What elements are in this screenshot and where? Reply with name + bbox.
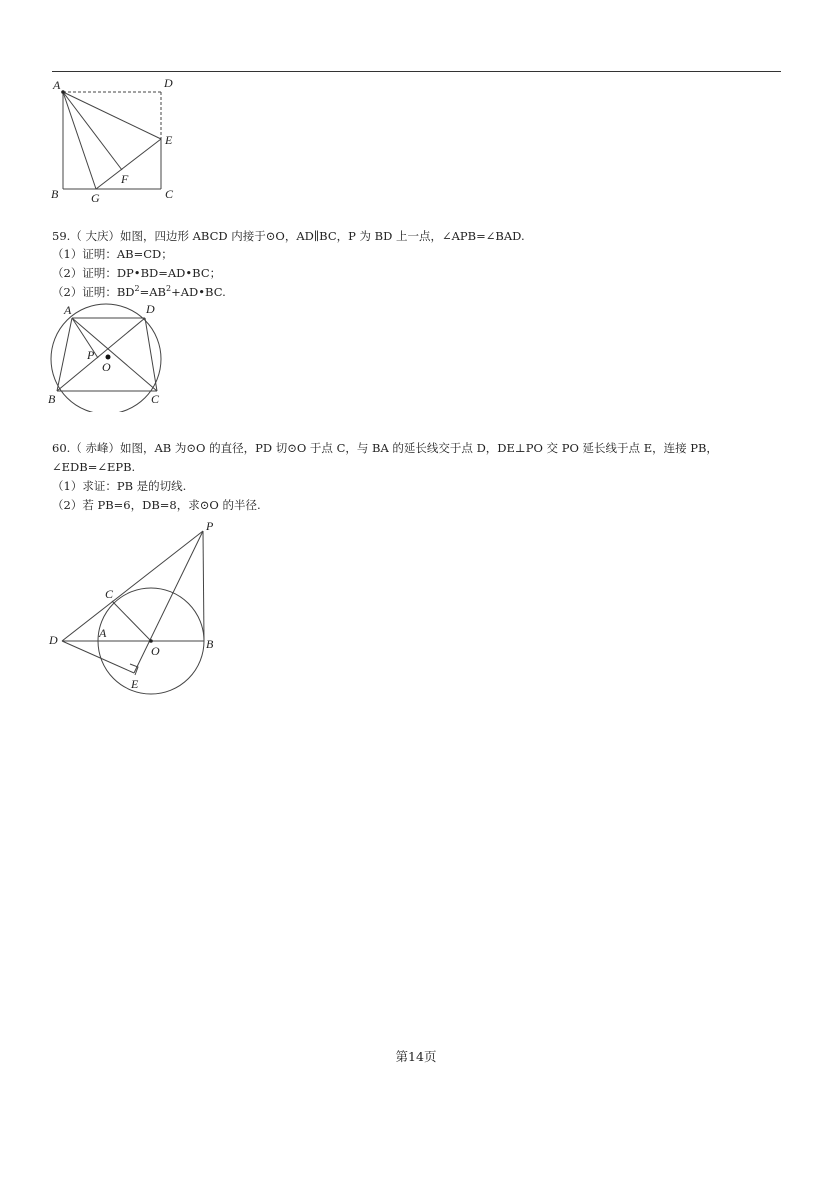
segment-DP xyxy=(62,531,203,641)
problem-60-number: 60. xyxy=(52,441,71,455)
label-F: F xyxy=(121,172,129,186)
q3-text-part1: 证明：BD xyxy=(82,285,135,299)
label-P: P xyxy=(87,348,95,362)
segment-AC xyxy=(72,318,157,391)
label-A: A xyxy=(99,626,107,640)
figure-58-square xyxy=(48,76,188,206)
label-A: A xyxy=(53,78,61,92)
point-A-dot xyxy=(61,90,65,94)
label-C: C xyxy=(151,392,160,406)
label-B: B xyxy=(206,637,214,651)
problem-60-q2 xyxy=(52,498,261,513)
segment-PB xyxy=(203,531,204,641)
label-D: D xyxy=(164,76,173,90)
segment-AF xyxy=(63,92,122,170)
label-D: D xyxy=(146,302,155,316)
problem-59-q1 xyxy=(52,247,173,262)
q3-number: （2） xyxy=(52,285,83,299)
problem-59-q3 xyxy=(52,285,226,300)
q3-exponent-2: 2 xyxy=(166,284,172,293)
q3-exponent-1: 2 xyxy=(134,284,140,293)
q2-text: 证明：DP•BD=AD•BC； xyxy=(82,266,222,280)
segment-DC xyxy=(145,318,157,391)
q2-number: （2） xyxy=(52,266,83,280)
label-C: C xyxy=(105,587,114,601)
label-C: C xyxy=(165,187,174,201)
q1-text: 证明：AB=CD； xyxy=(82,247,173,261)
label-O: O xyxy=(151,644,160,658)
q2-text: 若 PB=6，DB=8，求⊙O 的半径. xyxy=(82,498,261,512)
problem-60-stem-line2 xyxy=(52,460,135,475)
q2-number: （2） xyxy=(52,498,83,512)
segment-PE xyxy=(134,531,203,673)
label-E: E xyxy=(165,133,173,147)
problem-59-statement: 如图，四边形 ABCD 内接于⊙O，AD∥BC，P 为 BD 上一点，∠APB=∠BAD. xyxy=(119,229,525,243)
segment-GE xyxy=(96,139,161,189)
center-O-dot xyxy=(149,639,153,643)
problem-59-stem xyxy=(52,229,525,244)
label-G: G xyxy=(91,191,100,205)
problem-60-statement: 如图，AB 为⊙O 的直径，PD 切⊙O 于点 C，与 BA 的延长线交于点 D，DE⊥PO 交 PO 延长线于点 E，连接 PB， xyxy=(119,441,718,455)
page-number: 第14页 xyxy=(395,1049,437,1064)
figure-60-tangent xyxy=(44,516,224,696)
segment-AE xyxy=(63,92,161,139)
q1-number: （1） xyxy=(52,479,83,493)
problem-59-q2 xyxy=(52,266,221,281)
label-B: B xyxy=(48,392,56,406)
q1-text: 求证：PB 是的切线. xyxy=(82,479,187,493)
header-rule xyxy=(52,71,781,72)
right-angle-mark-E xyxy=(130,664,138,675)
problem-59-number: 59. xyxy=(52,229,71,243)
q3-text-part3: +AD•BC. xyxy=(171,285,226,299)
figure-59-cyclic-quadrilateral xyxy=(44,300,174,412)
problem-60-stem-line1 xyxy=(52,441,718,456)
label-E: E xyxy=(131,677,139,691)
label-B: B xyxy=(51,187,59,201)
center-O-dot xyxy=(106,355,111,360)
q3-text-part2: =AB xyxy=(139,285,166,299)
q1-number: （1） xyxy=(52,247,83,261)
problem-60-source: （ 赤峰） xyxy=(70,441,120,455)
segment-OC xyxy=(112,601,151,641)
problem-60-statement-cont: ∠EDB=∠EPB. xyxy=(52,460,136,474)
label-A: A xyxy=(64,303,72,317)
segment-AG xyxy=(63,92,96,189)
label-O: O xyxy=(102,360,111,374)
problem-59-source: （ 大庆） xyxy=(70,229,120,243)
label-P: P xyxy=(206,519,214,533)
label-D: D xyxy=(49,633,58,647)
problem-60-q1 xyxy=(52,479,186,494)
